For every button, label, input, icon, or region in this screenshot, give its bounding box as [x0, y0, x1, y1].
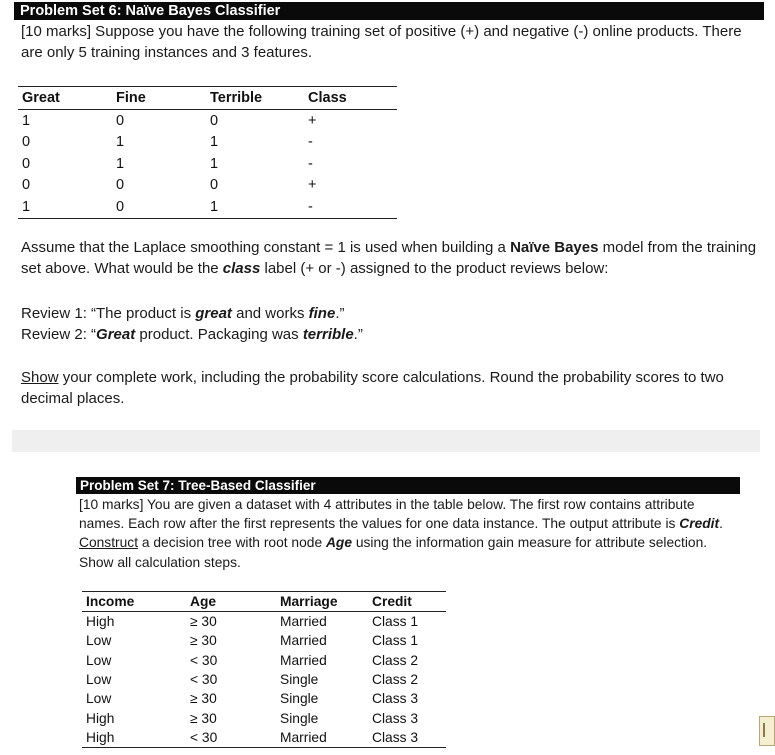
emphasis-naive-bayes: Naïve Bayes: [510, 239, 599, 256]
review-1: [21, 303, 766, 324]
emphasis-credit: Credit: [679, 516, 720, 532]
emphasis-fine: fine: [308, 305, 336, 322]
text-run: .”: [335, 305, 345, 322]
emphasis-age: Age: [325, 535, 353, 551]
table-row: [18, 153, 397, 175]
cell: +: [308, 112, 317, 129]
table-row: [82, 689, 446, 708]
text-run: Review 1: “The product is: [21, 305, 196, 322]
cell: Class 2: [372, 672, 419, 688]
header-class: Class: [304, 87, 397, 110]
cell: < 30: [190, 672, 218, 688]
table-row: [18, 132, 397, 154]
ps7-intro: [79, 495, 739, 572]
cell: Single: [280, 672, 319, 688]
header-income: Income: [82, 592, 186, 612]
table-row: [82, 708, 446, 727]
cell: +: [308, 177, 317, 194]
cell: 0: [116, 177, 125, 194]
text-run: and works: [231, 305, 309, 322]
emphasis-great: great: [195, 305, 232, 322]
cell: < 30: [186, 728, 276, 748]
table-row: [82, 728, 446, 748]
cell: 1: [22, 112, 31, 129]
cell: 0: [22, 177, 31, 194]
ps7-dataset-table: [82, 591, 446, 748]
header-great: Great: [18, 87, 112, 110]
header-marriage: Marriage: [276, 592, 368, 612]
ps6-intro: [10 marks] Suppose you have the following training set of positive (+) and negative (-) online products. There are only 5 training instances and 3 features.: [21, 23, 742, 61]
cell: Low: [86, 691, 112, 707]
cell: 0: [22, 155, 31, 172]
cell: High: [86, 710, 115, 726]
cell: Single: [280, 710, 319, 726]
text-run: .: [719, 516, 723, 532]
cell: 1: [206, 196, 304, 218]
review-2: [21, 324, 766, 345]
table-row: [82, 631, 446, 650]
cell: < 30: [190, 652, 218, 668]
table-row: [82, 670, 446, 689]
emphasis-class: class: [222, 260, 261, 277]
cell: ≥ 30: [190, 710, 217, 726]
table-header-row: [82, 592, 446, 612]
emphasis-great: Great: [96, 326, 136, 343]
text-run: a decision tree with root node: [138, 535, 326, 551]
document-corner-icon[interactable]: [759, 716, 775, 746]
cell: Married: [280, 633, 327, 649]
ps6-title: Problem Set 6: Naïve Bayes Classifier: [14, 2, 764, 20]
cell: -: [308, 155, 313, 172]
underline-show: Show: [21, 369, 59, 386]
cell: ≥ 30: [190, 691, 217, 707]
table-header-row: [18, 87, 397, 110]
text-run: [10 marks] You are given a dataset with 4 attributes in the table below. The first row contains attribute names. Each row after the first represents the values for one data instance. The output attribute is: [79, 497, 695, 532]
header-fine: Fine: [112, 87, 206, 110]
underline-construct: Construct: [79, 535, 139, 551]
text-run: product. Packaging was: [135, 326, 303, 343]
ps6-show-work-paragraph: [21, 367, 766, 409]
cell: -: [308, 134, 313, 151]
text-run: label (+ or -) assigned to the product reviews below:: [260, 260, 609, 277]
cell: High: [86, 614, 115, 630]
ps7-title: Problem Set 7: Tree-Based Classifier: [76, 477, 740, 494]
cell: Class 1: [372, 614, 419, 630]
cell: 0: [22, 134, 31, 151]
header-age: Age: [186, 592, 276, 612]
ps6-reviews: [21, 303, 766, 345]
header-terrible: Terrible: [206, 87, 304, 110]
table-row: [18, 175, 397, 197]
cell: Married: [280, 614, 327, 630]
cell: Class 1: [372, 633, 419, 649]
cell: Low: [86, 652, 112, 668]
text-run: Assume that the Laplace smoothing constant = 1 is used when building a: [21, 239, 511, 256]
text-run: using the information gain measure for attribute selection. Show all calculation steps.: [79, 535, 708, 570]
header-credit: Credit: [368, 592, 446, 612]
cell: Married: [276, 728, 368, 748]
table-row: [18, 110, 397, 132]
cell: 0: [210, 112, 219, 129]
ps6-training-table: [18, 86, 397, 219]
text-run: model from the training set above. What would be the: [21, 239, 757, 277]
cell: Single: [280, 691, 319, 707]
cell: Class 3: [372, 691, 419, 707]
cell: 0: [116, 112, 125, 129]
text-run: your complete work, including the probability score calculations. Round the probability scores to two decimal places.: [21, 369, 724, 407]
cell: 1: [116, 155, 125, 172]
table-row: [82, 651, 446, 670]
cell: Low: [86, 633, 112, 649]
ps6-assume-paragraph: [21, 237, 766, 279]
emphasis-terrible: terrible: [302, 326, 354, 343]
cell: 1: [210, 155, 219, 172]
text-run: .”: [353, 326, 363, 343]
page-gap: [12, 430, 760, 452]
table-row: [18, 196, 397, 218]
cell: Low: [86, 672, 112, 688]
cell: 1: [210, 134, 219, 151]
cell: Class 3: [372, 710, 419, 726]
cell: 0: [112, 196, 206, 218]
cell: Class 3: [368, 728, 446, 748]
cell: Married: [280, 652, 327, 668]
cell: 1: [116, 134, 125, 151]
cell: ≥ 30: [190, 633, 217, 649]
cell: 1: [18, 196, 112, 218]
text-run: Review 2: “: [21, 326, 97, 343]
cell: -: [304, 196, 397, 218]
cell: ≥ 30: [190, 614, 217, 630]
cell: High: [82, 728, 186, 748]
cell: Class 2: [372, 652, 419, 668]
table-row: [82, 612, 446, 632]
cell: 0: [210, 177, 219, 194]
